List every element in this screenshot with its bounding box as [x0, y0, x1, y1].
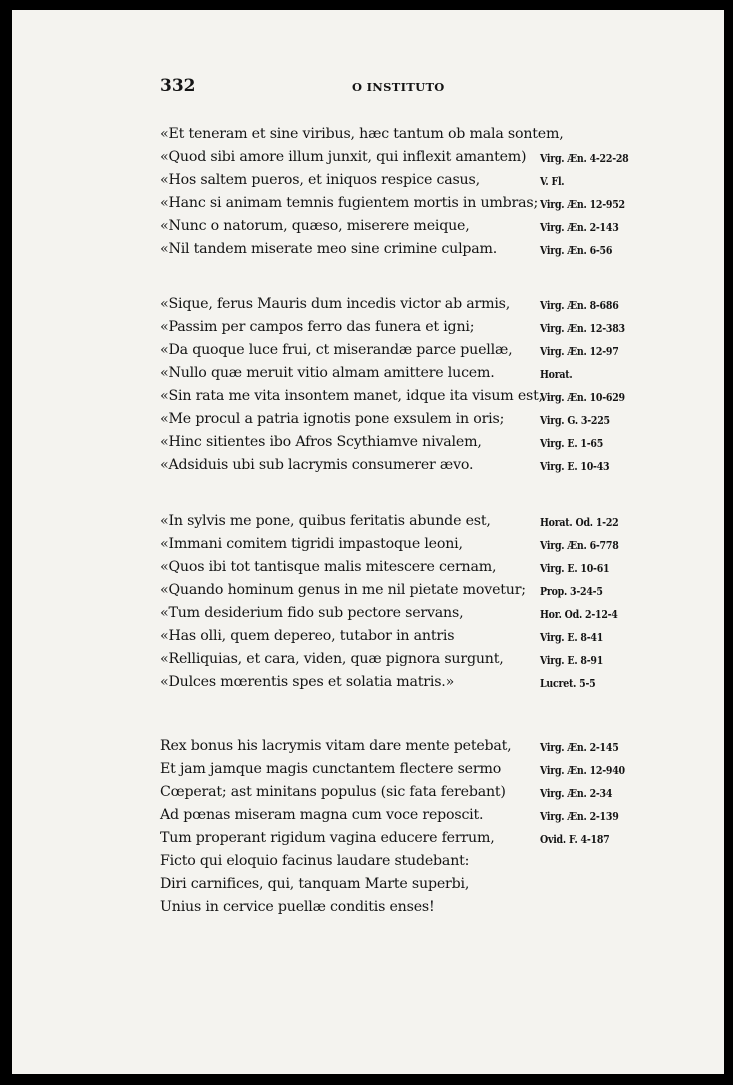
- verse-text: «Hanc si animam temnis fugientem mortis in umbras;: [160, 195, 539, 211]
- verse-reference: Lucret. 5-5: [540, 676, 596, 690]
- verse-text: Unius in cervice puellæ conditis enses!: [160, 899, 435, 915]
- verse-reference: Virg. Æn. 12-97: [540, 344, 619, 358]
- verse-line: [160, 781, 660, 803]
- verse-line: [160, 192, 660, 214]
- page-number: 332: [160, 76, 196, 96]
- verse-line: [160, 339, 660, 361]
- verse-line: [160, 146, 660, 168]
- verse-line: [160, 804, 660, 826]
- verse-line: [160, 648, 660, 670]
- verse-reference: Virg. Æn. 2-145: [540, 740, 619, 754]
- verse-reference: Virg. Æn. 8-686: [540, 298, 619, 312]
- verse-line: [160, 408, 660, 430]
- verse-reference: Hor. Od. 2-12-4: [540, 607, 618, 621]
- verse-text: «Immani comitem tigridi impastoque leoni,: [160, 536, 463, 552]
- verse-text: «Hos saltem pueros, et iniquos respice casus,: [160, 172, 480, 188]
- verse-text: «Nil tandem miserate meo sine crimine culpam.: [160, 241, 498, 257]
- running-title: O INSTITUTO: [352, 80, 445, 94]
- verse-text: «Nullo quæ meruit vitio almam amittere lucem.: [160, 365, 495, 381]
- verse-line: [160, 431, 660, 453]
- verse-line: [160, 827, 660, 849]
- verse-text: «Nunc o natorum, quæso, miserere meique,: [160, 218, 470, 234]
- verse-reference: Prop. 3-24-5: [540, 584, 603, 598]
- verse-reference: Virg. G. 3-225: [540, 413, 610, 427]
- verse-reference: Ovid. F. 4-187: [540, 832, 610, 846]
- verse-reference: Virg. Æn. 10-629: [540, 390, 625, 404]
- verse-text: «Tum desiderium fido sub pectore servans,: [160, 605, 464, 621]
- verse-line: [160, 850, 660, 872]
- verse-reference: V. Fl.: [540, 174, 565, 188]
- verse-text: «Adsiduis ubi sub lacrymis consumerer ævo.: [160, 457, 474, 473]
- verse-reference: Virg. Æn. 6-778: [540, 538, 619, 552]
- verse-reference: Virg. E. 8-91: [540, 653, 604, 667]
- verse-text: Et jam jamque magis cunctantem flectere sermo: [160, 761, 502, 777]
- verse-line: [160, 579, 660, 601]
- verse-line: [160, 510, 660, 532]
- verse-line: [160, 602, 660, 624]
- verse-text: Rex bonus his lacrymis vitam dare mente petebat,: [160, 738, 512, 754]
- verse-reference: Horat. Od. 1-22: [540, 515, 619, 529]
- verse-reference: Virg. E. 1-65: [540, 436, 604, 450]
- verse-reference: Virg. E. 8-41: [540, 630, 604, 644]
- verse-text: «In sylvis me pone, quibus feritatis abunde est,: [160, 513, 491, 529]
- verse-line: [160, 454, 660, 476]
- verse-reference: Virg. Æn. 12-952: [540, 197, 625, 211]
- verse-reference: Virg. Æn. 4-22-28: [540, 151, 629, 165]
- page-content: [12, 10, 724, 1074]
- verse-text: «Quod sibi amore illum junxit, qui inflexit amantem): [160, 149, 527, 165]
- verse-line: [160, 169, 660, 191]
- verse-reference: Virg. E. 10-43: [540, 459, 610, 473]
- verse-line: [160, 896, 660, 918]
- verse-line: [160, 625, 660, 647]
- verse-reference: Virg. Æn. 2-139: [540, 809, 619, 823]
- verse-line: [160, 758, 660, 780]
- verse-line: [160, 533, 660, 555]
- verse-reference: Horat.: [540, 367, 573, 381]
- verse-line: [160, 123, 660, 145]
- verse-reference: Virg. Æn. 2-143: [540, 220, 619, 234]
- verse-reference: Virg. Æn. 2-34: [540, 786, 613, 800]
- verse-reference: Virg. Æn. 6-56: [540, 243, 613, 257]
- verse-text: Diri carnifices, qui, tanquam Marte superbi,: [160, 876, 470, 892]
- verse-text: Ad pœnas miseram magna cum voce reposcit.: [160, 807, 484, 823]
- verse-line: [160, 238, 660, 260]
- verse-text: «Da quoque luce frui, ct miserandæ parce puellæ,: [160, 342, 513, 358]
- verse-text: «Quando hominum genus in me nil pietate movetur;: [160, 582, 526, 598]
- verse-reference: Virg. E. 10-61: [540, 561, 610, 575]
- verse-line: [160, 556, 660, 578]
- verse-text: Ficto qui eloquio facinus laudare studebant:: [160, 853, 470, 869]
- verse-text: «Has olli, quem depereo, tutabor in antris: [160, 628, 455, 644]
- verse-line: [160, 215, 660, 237]
- verse-text: «Et teneram et sine viribus, hæc tantum ob mala sontem,: [160, 126, 564, 142]
- verse-line: [160, 873, 660, 895]
- verse-reference: Virg. Æn. 12-940: [540, 763, 625, 777]
- verse-text: «Quos ibi tot tantisque malis mitescere cernam,: [160, 559, 497, 575]
- verse-line: [160, 293, 660, 315]
- book-page: [12, 10, 724, 1074]
- verse-text: Cœperat; ast minitans populus (sic fata ferebant): [160, 784, 506, 800]
- verse-text: «Sique, ferus Mauris dum incedis victor ab armis,: [160, 296, 511, 312]
- verse-line: [160, 316, 660, 338]
- verse-text: «Dulces mœrentis spes et solatia matris.»: [160, 674, 455, 690]
- verse-line: [160, 362, 660, 384]
- verse-text: «Relliquias, et cara, viden, quæ pignora surgunt,: [160, 651, 504, 667]
- verse-reference: Virg. Æn. 12-383: [540, 321, 625, 335]
- verse-line: [160, 735, 660, 757]
- verse-text: «Sin rata me vita insontem manet, idque ita visum est,: [160, 388, 543, 404]
- verse-line: [160, 385, 660, 407]
- verse-text: Tum properant rigidum vagina educere ferrum,: [160, 830, 495, 846]
- verse-line: [160, 671, 660, 693]
- verse-text: «Passim per campos ferro das funera et igni;: [160, 319, 475, 335]
- verse-text: «Me procul a patria ignotis pone exsulem in oris;: [160, 411, 505, 427]
- verse-text: «Hinc sitientes ibo Afros Scythiamve nivalem,: [160, 434, 482, 450]
